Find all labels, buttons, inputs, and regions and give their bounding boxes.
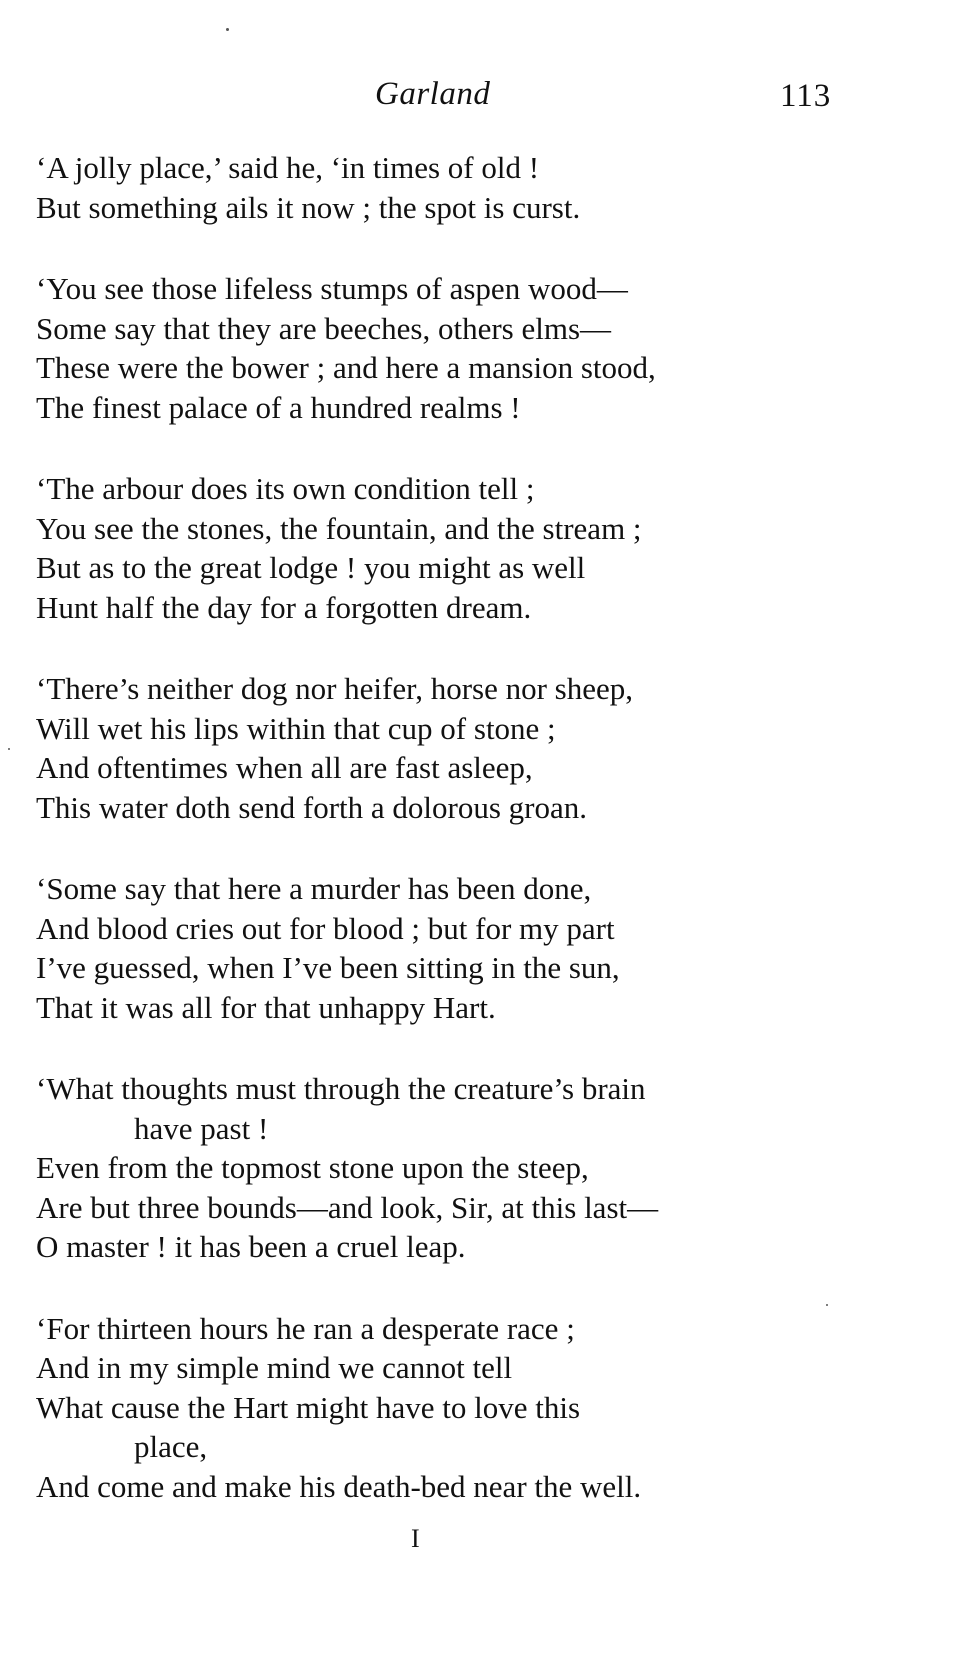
running-head [0, 76, 955, 120]
running-title: Garland [375, 76, 491, 112]
poem-line: But something ails it now ; the spot is curst. [36, 189, 581, 225]
signature-mark: I [411, 1524, 420, 1553]
stanza-5 [36, 869, 836, 1027]
poem-line: That it was all for that unhappy Hart. [36, 989, 496, 1025]
poem-line: The finest palace of a hundred realms ! [36, 389, 521, 425]
poem-line: ‘There’s neither dog nor heifer, horse nor sheep, [36, 671, 634, 706]
poem-line: And come and make his death-bed near the well. [36, 1468, 642, 1504]
print-speck [8, 748, 10, 750]
poem-line: But as to the great lodge ! you might as well [36, 550, 586, 585]
poem-line: These were the bower ; and here a mansion stood, [36, 350, 656, 385]
stanza-3 [36, 469, 836, 627]
poem-line: Are but three bounds—and look, Sir, at this last— [36, 1189, 659, 1225]
poem-line: ‘For thirteen hours he ran a desperate race ; [36, 1310, 575, 1346]
poem [36, 148, 836, 1548]
poem-line: And in my simple mind we cannot tell [36, 1350, 513, 1385]
stanza-2 [36, 269, 836, 427]
stanza-6 [36, 1069, 836, 1267]
poem-line: What cause the Hart might have to love this [36, 1389, 581, 1425]
stanza-1 [36, 148, 836, 227]
poem-line: And blood cries out for blood ; but for my part [36, 910, 615, 946]
print-speck [226, 28, 229, 31]
stanza-4 [36, 669, 836, 827]
poem-line: Will wet his lips within that cup of stone ; [36, 710, 556, 746]
poem-line: And oftentimes when all are fast asleep, [36, 750, 533, 785]
poem-line: ‘A jolly place,’ said he, ‘in times of old ! [36, 150, 540, 185]
poem-line: ‘The arbour does its own condition tell ; [36, 471, 535, 506]
poem-line: Even from the topmost stone upon the steep, [36, 1150, 589, 1185]
poem-line: Hunt half the day for a forgotten dream. [36, 589, 532, 625]
poem-line: O master ! it has been a cruel leap. [36, 1229, 466, 1264]
poem-line: This water doth send forth a dolorous groan. [36, 789, 587, 825]
poem-line: You see the stones, the fountain, and the stream ; [36, 510, 642, 546]
poem-line: ‘You see those lifeless stumps of aspen wood— [36, 271, 628, 306]
stanza-7 [36, 1309, 836, 1507]
page-number: 113 [780, 78, 832, 114]
poem-line: ‘What thoughts must through the creature’s brain [36, 1071, 646, 1106]
poem-line-continuation: place, [134, 1429, 208, 1464]
print-speck [826, 1304, 828, 1306]
poem-line-continuation: have past ! [134, 1110, 269, 1146]
poem-line: ‘Some say that here a murder has been done, [36, 871, 592, 906]
poem-line: Some say that they are beeches, others elms— [36, 310, 612, 346]
poem-line: I’ve guessed, when I’ve been sitting in the sun, [36, 950, 620, 985]
